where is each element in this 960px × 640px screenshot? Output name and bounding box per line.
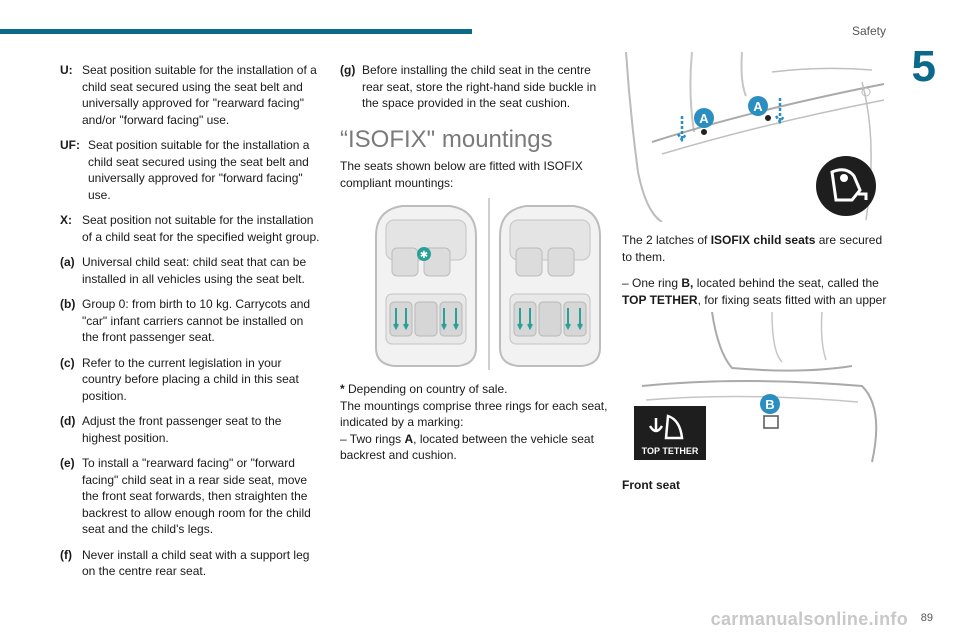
entry-text: Group 0: from birth to 10 kg. Carrycots and "car" infant carriers cannot be installed on the front passenger seat. [82,297,311,344]
latches-suffix: are secured to them. [622,233,883,264]
entry-key: (c) [60,355,75,370]
entry-text: Seat position suitable for the installation a child seat secured using the seat belt and universally approved for "forward facing" use. [88,138,310,202]
footnote [340,381,608,398]
entry-text: Never install a child seat with a support leg on the centre rear seat. [82,547,310,578]
top-tether-bold: TOP TETHER [622,292,698,307]
legend-entry [60,212,322,245]
ring-letter-a: A [404,431,414,446]
entry-key: (b) [60,297,76,311]
latches-paragraph [622,232,890,265]
note-entry [60,254,322,287]
entry-key: (e) [60,456,75,470]
legend-entry [60,62,322,128]
note-entry [60,296,322,346]
entry-key: (d) [60,414,76,428]
marker-a-right-label: A [753,99,763,114]
marker-b-label: B [765,397,775,412]
page-number: 89 [920,612,933,624]
ring-suffix: , for fixing seats fitted with an upper [697,292,887,307]
footnote-star: * [340,382,345,396]
column-left [60,62,322,589]
car-left [376,206,476,366]
car-right [500,206,600,366]
rear-seat-isofix-photo [622,52,890,222]
front-seat-caption: Front seat [622,478,681,492]
note-entry [340,62,605,112]
two-rings-item [340,431,608,464]
section-title: Safety [851,24,886,38]
section-heading: “ISOFIX" mountings [340,125,553,153]
isofix-badge-icon [816,156,876,216]
column-middle-bottom [340,381,608,464]
ring-text: located behind the seat, called the [693,276,879,290]
entry-key: UF: [60,138,80,152]
latches-bold: ISOFIX child seats [710,233,816,247]
entry-text: Universal child seat: child seat that can be installed in all vehicles using the seat belt. [82,255,307,286]
list-dash: – One ring [622,276,682,290]
chapter-number: 5 [911,42,936,91]
isofix-seats-diagram [362,198,612,370]
note-entry [60,455,322,538]
entry-text: Before installing the child seat in the centre rear seat, store the right-hand side buckle in the space provided in the seat cushion. [362,63,597,110]
entry-text: Seat position suitable for the installation of a child seat secured using the seat belt and universally approved for "rearward facing" and/or "forward facing" use. [82,63,317,127]
isofix-marker-glyph: ✱ [419,250,429,261]
entry-key: U: [60,63,73,77]
entry-key: X: [60,213,72,227]
footnote-text: Depending on country of sale. [344,382,508,396]
rings-intro: The mountings comprise three rings for each seat, indicated by a marking: [340,398,608,429]
note-entry [60,355,322,405]
entry-text: Refer to the current legislation in your country before placing a child in this seat position. [82,355,299,403]
marker-a-left-label: A [699,111,709,126]
top-tether-badge-icon [634,406,706,460]
column-middle [340,62,605,191]
entry-text: Adjust the front passenger seat to the highest position. [82,414,282,445]
entry-key: (g) [340,63,356,77]
entry-text: To install a "rearward facing" or "forward facing" child seat in a rear side seat, move the front seat forwards, then straighten the backrest to allow enough room for the child seat and the child's legs. [82,456,311,536]
latches-text: The 2 latches of [622,233,711,247]
front-seat-top-tether-photo [622,312,890,464]
note-entry [60,547,322,580]
note-entry [60,413,322,446]
watermark: carmanualsonline.info [710,609,908,629]
entry-key: (f) [60,547,72,562]
list-dash: – Two rings [340,431,405,446]
header-accent-bar [0,29,472,34]
entry-key: (a) [60,255,75,269]
top-tether-badge-label: TOP TETHER [641,446,699,456]
intro-paragraph: The seats shown below are fitted with ISOFIX compliant mountings: [340,159,583,190]
entry-text: Seat position not suitable for the installation of a child seat for the specified weight group. [82,213,320,244]
column-right-text [622,232,890,325]
ring-letter-b: B, [681,276,694,290]
legend-entry [60,137,322,203]
two-rings-text: , located between the vehicle seat backrest and cushion. [340,431,594,462]
